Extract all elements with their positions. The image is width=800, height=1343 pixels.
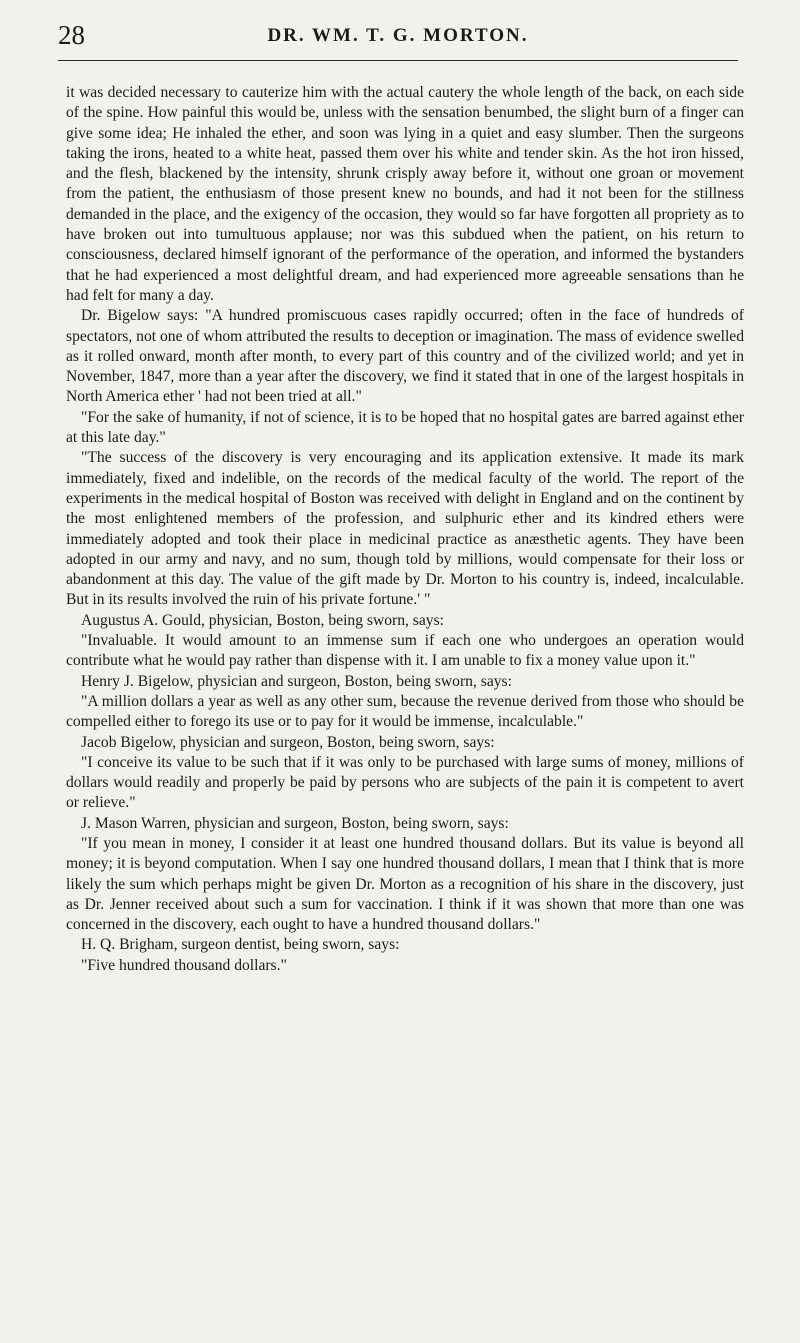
testimony-intro-henry-bigelow: Henry J. Bigelow, physician and surgeon, Boston, being sworn, says:: [81, 672, 512, 690]
paragraph-cautery-narrative: it was decided necessary to cauterize him with the actual cautery the whole length of the back, on each side of the spine. How painful this would be, unless with the sensation benumbed, the slight burn of a finger can give some idea; He inhaled the ether, and soon was lying in a quiet and easy slumber. Then the surgeons taking the irons, heated to a white heat, passed them over his white and tender skin. As the hot iron hissed, and the flesh, blackened by the intensity, shrunk crisply away before it, without one groan or movement from the patient, the enthusiasm of those present knew no bounds, and had it not been for the stillness demanded in the place, and the exigency of the occasion, they would so far have forgotten all propriety as to have broken out into tumultuous applause; nor was this subdued when the patient, on his return to consciousness, declared himself ignorant of the performance of the operation, and informed the bystanders that he had experienced a most delightful dream, and had experienced more agreeable sensations than he had felt for many a day.: [66, 84, 744, 304]
running-title: DR. WM. T. G. MORTON.: [267, 25, 529, 46]
testimony-jacob-bigelow: "I conceive its value to be such that if it was only to be purchased with large sums of money, millions of dollars would readily and properly be paid by persons who are subjects of the pain it is competent to avert or relieve.": [66, 753, 744, 812]
testimony-warren: "If you mean in money, I consider it at least one hundred thousand dollars. But its value is beyond all money; it is beyond computation. When I say one hundred thousand dollars, I mean that I think that is more likely the sum which perhaps might be given Dr. Morton as a recognition of his share in the discovery, just as Dr. Jenner received about such a sum for vaccination. I think if it was shown that more than one was concerned in the discovery, each ought to have a hundred thousand dollars.": [66, 834, 744, 934]
paragraph-bigelow-quote: Dr. Bigelow says: "A hundred promiscuous cases rapidly occurred; often in the face of hundreds of spectators, not one of whom attributed the results to deception or imagination. The mass of evidence swelled as it rolled onward, month after month, to every part of this country and of the civilized world; and yet in November, 1847, more than a year after the discovery, we find it stated that in one of the largest hospitals in North America ether ' had not been tried at all.": [66, 307, 744, 406]
testimony-intro-brigham: H. Q. Brigham, surgeon dentist, being sworn, says:: [81, 936, 400, 954]
body-text: [56, 83, 744, 976]
testimony-henry-bigelow: "A million dollars a year as well as any other sum, because the revenue derived from those who should be compelled either to forego its use or to pay for it would be immense, incalculable.": [66, 692, 744, 731]
testimony-intro-gould: Augustus A. Gould, physician, Boston, being sworn, says:: [81, 611, 444, 629]
testimony-intro-warren: J. Mason Warren, physician and surgeon, Boston, being sworn, says:: [81, 814, 509, 832]
paragraph-success-quote: "The success of the discovery is very encouraging and its application extensive. It made its mark immediately, fixed and indelible, on the records of the medical faculty of the world. The report of the experiments in the medical hospital of Boston was received with delight in England and on the continent by the most enlightened members of the profession, and sulphuric ether and its kindred ethers were immediately adopted and took their place in medicinal practice as anæsthetic agents. They have been adopted in our army and navy, and no sum, though told by millions, would compensate for their loss or abandonment at this day. The value of the gift made by Dr. Morton to his country is, indeed, incalculable. But in its results involved the ruin of his private fortune.' ": [66, 449, 744, 609]
testimony-intro-jacob-bigelow: Jacob Bigelow, physician and surgeon, Boston, being sworn, says:: [81, 733, 495, 751]
page-number: 28: [58, 20, 85, 50]
testimony-brigham: "Five hundred thousand dollars.": [81, 956, 287, 974]
page-header: [58, 16, 738, 61]
paragraph-humanity-quote: "For the sake of humanity, if not of science, it is to be hoped that no hospital gates are barred against ether at this late day.": [66, 408, 744, 447]
testimony-gould: "Invaluable. It would amount to an immense sum if each one who undergoes an operation would contribute what he would pay rather than dispense with it. I am unable to fix a money value upon it.": [66, 632, 744, 670]
